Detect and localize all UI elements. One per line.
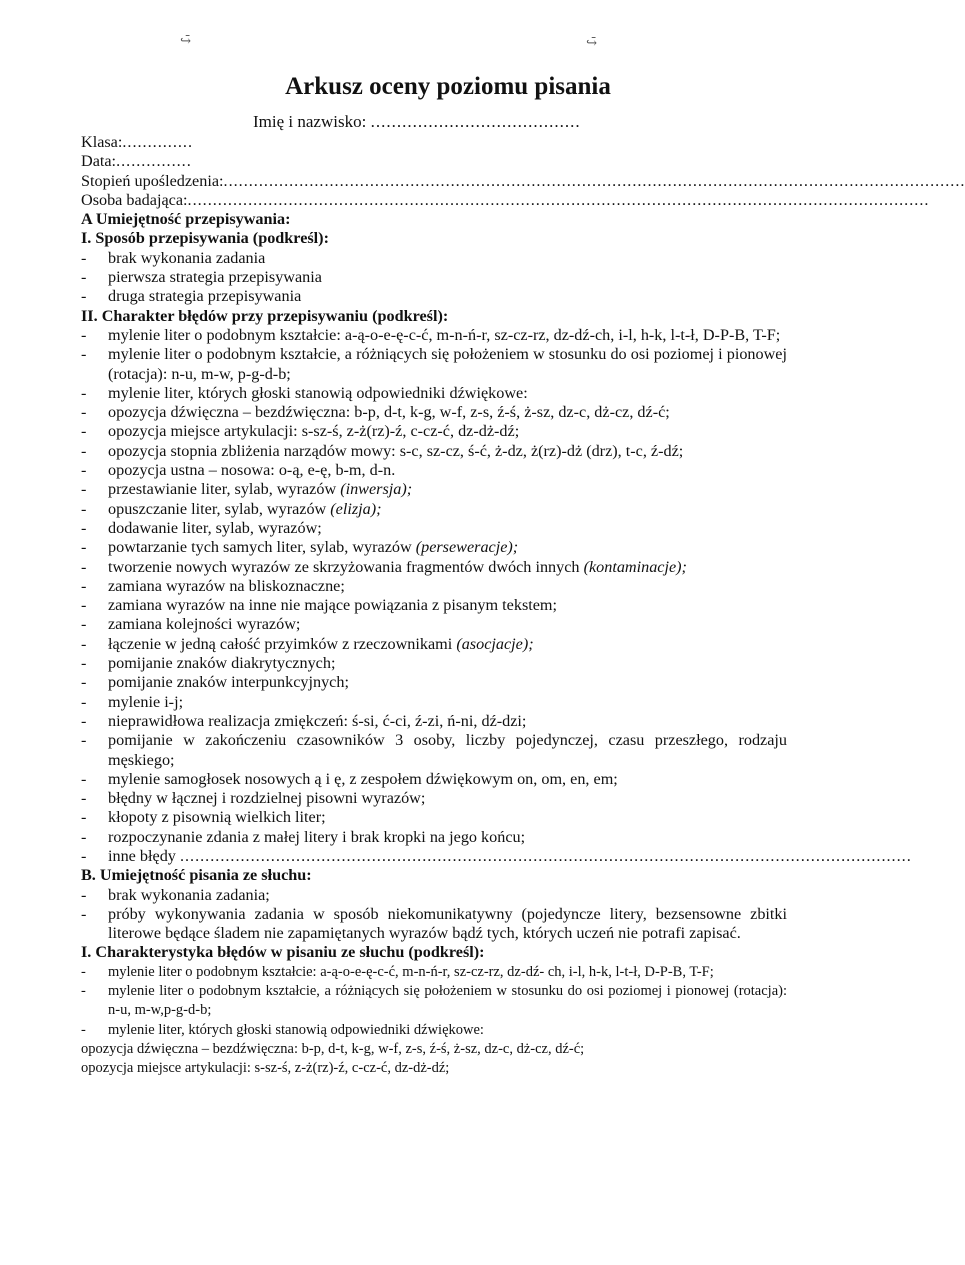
- list-item: [81, 345, 787, 384]
- list-item: [81, 673, 787, 692]
- list-dash: -: [81, 692, 87, 711]
- list-dash: -: [81, 441, 87, 460]
- list-dash: -: [81, 325, 87, 344]
- list-item-text: mylenie liter o podobnym kształcie: a-ą-o-e-ę-c-ć, m-n-ń-r, sz-cz-rz, dz-dź- ch, i-l, h-k, l-t-ł, D-P-B, T-F;: [108, 963, 714, 980]
- list-item: [81, 1021, 787, 1040]
- list-item: [81, 846, 912, 866]
- list-item-text: mylenie liter o podobnym kształcie, a różniących się położeniem w stosunku do osi poziomej i pionowej (rotacja): n-u, m-w,p-g-d-b;: [108, 983, 787, 1019]
- list-dash: -: [81, 538, 87, 557]
- list-item: [81, 654, 787, 673]
- list-item-text: mylenie i-j;: [108, 692, 184, 711]
- list-item-text: opozycja dźwięczna – bezdźwięczna: b-p, d-t, k-g, w-f, z-s, ź-ś, ż-sz, dz-c, dż-cz, dź-ć;: [108, 403, 670, 422]
- list-dash: -: [81, 403, 87, 422]
- list-item-text: opozycja miejsce artykulacji: s-sz-ś, z-ż(rz)-ź, c-cz-ć, dz-dż-dź;: [108, 422, 520, 441]
- list-dash: -: [81, 461, 87, 480]
- list-dash: -: [81, 885, 87, 904]
- disability-level-dots: ...................................................................................................................................................: [223, 171, 965, 190]
- list-dash: -: [81, 383, 87, 402]
- list-item-text: [108, 847, 912, 866]
- list-item: [81, 461, 787, 480]
- list-dash: -: [81, 769, 87, 788]
- list-item-text: pomijanie znaków interpunkcyjnych;: [108, 673, 349, 692]
- item-text-part: przestawianie liter, sylab, wyrazów: [108, 480, 341, 499]
- term-note: (inwersja);: [340, 480, 413, 499]
- list-dash: -: [81, 808, 87, 827]
- examiner-field: [81, 190, 930, 210]
- list-item: [81, 287, 787, 306]
- worksheet-content: [81, 133, 965, 1079]
- list-item-text: mylenie liter, których głoski stanowią odpowiedniki dźwiękowe:: [108, 1021, 484, 1038]
- list-item: [81, 789, 787, 808]
- other-errors-dots: .................................................................................................................................................: [179, 846, 912, 865]
- student-name-dots: ........................................: [370, 112, 581, 131]
- list-item: [81, 577, 787, 596]
- list-item: [81, 963, 787, 982]
- section-b-heading: B. Umiejętność pisania ze słuchu:: [81, 866, 312, 885]
- list-item-text: mylenie samogłosek nosowych ą i ę, z zespołem dźwiękowym on, om, en, em;: [108, 769, 618, 788]
- list-item: [81, 635, 787, 654]
- date-label: Data:: [81, 152, 117, 171]
- list-dash: -: [81, 576, 87, 595]
- list-item-text: druga strategia przepisywania: [108, 287, 302, 306]
- list-item: [81, 519, 787, 538]
- list-item-text: błędny w łącznej i rozdzielnej pisowni wyrazów;: [108, 789, 426, 808]
- list-item-text: opozycja ustna – nosowa: o-ą, e-ę, b-m, d-n.: [108, 461, 396, 480]
- list-item: [81, 422, 787, 441]
- list-item-text: dodawanie liter, sylab, wyrazów;: [108, 518, 322, 537]
- plain-line: opozycja miejsce artykulacji: s-sz-ś, z-ż(rz)-ź, c-cz-ć, dz-dż-dź;: [81, 1060, 450, 1077]
- page-title: Arkusz oceny poziomu pisania: [285, 73, 611, 100]
- list-item: [81, 828, 787, 847]
- list-item-text: mylenie liter, których głoski stanowią odpowiedniki dźwiękowe:: [108, 383, 528, 402]
- list-item: [81, 596, 787, 615]
- list-item: [81, 249, 787, 268]
- list-item-text: brak wykonania zadania;: [108, 885, 270, 904]
- term-note: (perseweracje);: [415, 538, 519, 557]
- term-note: (asocjacje);: [456, 634, 534, 653]
- date-dots: ...............: [116, 152, 192, 171]
- list-dash: -: [81, 711, 87, 730]
- list-dash: -: [81, 268, 87, 287]
- section-a-part1-heading: I. Sposób przepisywania (podkreśl):: [81, 229, 329, 248]
- plain-line: opozycja dźwięczna – bezdźwięczna: b-p, d-t, k-g, w-f, z-s, ź-ś, ż-sz, dz-c, dż-cz, dź-ć;: [81, 1040, 585, 1057]
- list-item-text: nieprawidłowa realizacja zmiękczeń: ś-si, ć-ci, ź-zi, ń-ni, dź-dzi;: [108, 711, 527, 730]
- list-dash: -: [81, 518, 87, 537]
- list-item: [81, 693, 787, 712]
- list-item: [81, 403, 787, 422]
- list-item-text: [108, 538, 787, 557]
- list-item-text: mylenie liter o podobnym kształcie: a-ą-o-e-ę-c-ć, m-n-ń-r, sz-cz-rz, dz-dź-ch, i-l, h-k, l-t-ł, D-P-B, T-F;: [108, 325, 781, 344]
- list-dash: -: [81, 480, 87, 499]
- list-item: [81, 886, 787, 905]
- list-item-text: zamiana kolejności wyrazów;: [108, 615, 301, 634]
- list-dash: -: [81, 846, 87, 865]
- list-item: [81, 538, 787, 557]
- section-a-heading: A Umiejętność przepisywania:: [81, 210, 291, 229]
- list-item: [81, 808, 787, 827]
- disability-level-field: [81, 171, 965, 191]
- list-item-text: pomijanie w zakończeniu czasowników 3 osoby, liczby pojedynczej, czasu przeszłego, rodzaju męskiego;: [108, 731, 787, 769]
- item-text-part: tworzenie nowych wyrazów ze skrzyżowania fragmentów dwóch innych: [108, 557, 584, 576]
- scan-mark-right-icon: ↪̄: [586, 35, 597, 50]
- list-item: [81, 442, 787, 461]
- list-item-text: brak wykonania zadania: [108, 248, 266, 267]
- list-item-text: [108, 558, 787, 577]
- list-dash: -: [81, 673, 87, 692]
- list-dash: -: [81, 499, 87, 518]
- list-item-text: opozycja stopnia zbliżenia narządów mowy: s-c, sz-cz, ś-ć, ż-dz, ż(rz)-dż (drz), t-c, ź-dź;: [108, 441, 684, 460]
- item-text-part: opuszczanie liter, sylab, wyrazów: [108, 499, 331, 518]
- list-dash: -: [81, 827, 87, 846]
- list-item: [81, 558, 787, 577]
- item-text-part: powtarzanie tych samych liter, sylab, wyrazów: [108, 538, 416, 557]
- list-item-text: [108, 635, 787, 654]
- section-a-part2-heading: II. Charakter błędów przy przepisywaniu (podkreśl):: [81, 306, 449, 325]
- list-item-text: próby wykonywania zadania w sposób niekomunikatywny (pojedyncze litery, bezsensowne zbitki literowe będące śladem nie zapamiętanych wyrazów bądź tych, których uczeń nie potrafi zapisać.: [108, 904, 787, 943]
- date-field: [81, 152, 787, 171]
- list-dash: -: [81, 789, 87, 808]
- list-dash: -: [81, 287, 87, 306]
- list-dash: -: [81, 345, 87, 364]
- list-item-text: kłopoty z pisownią wielkich liter;: [108, 808, 326, 827]
- list-item-text: rozpoczynanie zdania z małej litery i brak kropki na jego końcu;: [108, 827, 526, 846]
- examiner-dots: ...................................................................................................................................................: [187, 190, 930, 209]
- list-item-text: pierwsza strategia przepisywania: [108, 268, 322, 287]
- item-text-part: inne błędy: [108, 846, 180, 865]
- list-item-text: zamiana wyrazów na inne nie mające powiązania z pisanym tekstem;: [108, 596, 558, 615]
- list-dash: -: [81, 904, 87, 923]
- student-name-field: [253, 112, 581, 132]
- item-text-part: łączenie w jedną całość przyimków z rzeczownikami: [108, 634, 457, 653]
- list-item-text: zamiana wyrazów na bliskoznaczne;: [108, 576, 345, 595]
- list-dash: -: [81, 615, 87, 634]
- student-name-label: Imię i nazwisko:: [253, 112, 367, 131]
- list-item: [81, 712, 787, 731]
- list-item-text: [108, 480, 787, 499]
- list-item: [81, 731, 787, 770]
- term-note: (elizja);: [330, 499, 382, 518]
- list-item: [81, 268, 787, 287]
- list-item: [81, 480, 787, 499]
- list-dash: -: [81, 634, 87, 653]
- scan-mark-left-icon: ↪̄: [180, 33, 191, 48]
- list-item: [81, 500, 787, 519]
- term-note: (kontaminacje);: [583, 557, 687, 576]
- list-item: [81, 326, 787, 345]
- class-dots: ..............: [122, 133, 194, 151]
- list-item-text: mylenie liter o podobnym kształcie, a różniących się położeniem w stosunku do osi poziomej i pionowej (rotacja): n-u, m-w, p-g-d-b;: [108, 345, 787, 383]
- examiner-label: Osoba badająca:: [81, 190, 188, 209]
- list-item: [81, 615, 787, 634]
- list-item-text: [108, 500, 787, 519]
- list-dash: -: [81, 248, 87, 267]
- list-item: [81, 770, 787, 789]
- list-dash: -: [81, 654, 87, 673]
- section-b-part1-heading: I. Charakterystyka błędów w pisaniu ze słuchu (podkreśl):: [81, 943, 485, 962]
- list-item-text: pomijanie znaków diakrytycznych;: [108, 654, 336, 673]
- class-field: [81, 133, 787, 152]
- list-dash: -: [81, 422, 87, 441]
- list-dash: -: [81, 963, 86, 980]
- class-label: Klasa:: [81, 133, 123, 151]
- list-dash: -: [81, 557, 87, 576]
- disability-level-label: Stopień upośledzenia:: [81, 171, 224, 190]
- list-item: [81, 982, 787, 1021]
- list-dash: -: [81, 1021, 86, 1038]
- list-dash: -: [81, 596, 87, 615]
- list-item: [81, 905, 787, 944]
- list-dash: -: [81, 731, 87, 750]
- list-item: [81, 384, 787, 403]
- list-dash: -: [81, 983, 86, 1000]
